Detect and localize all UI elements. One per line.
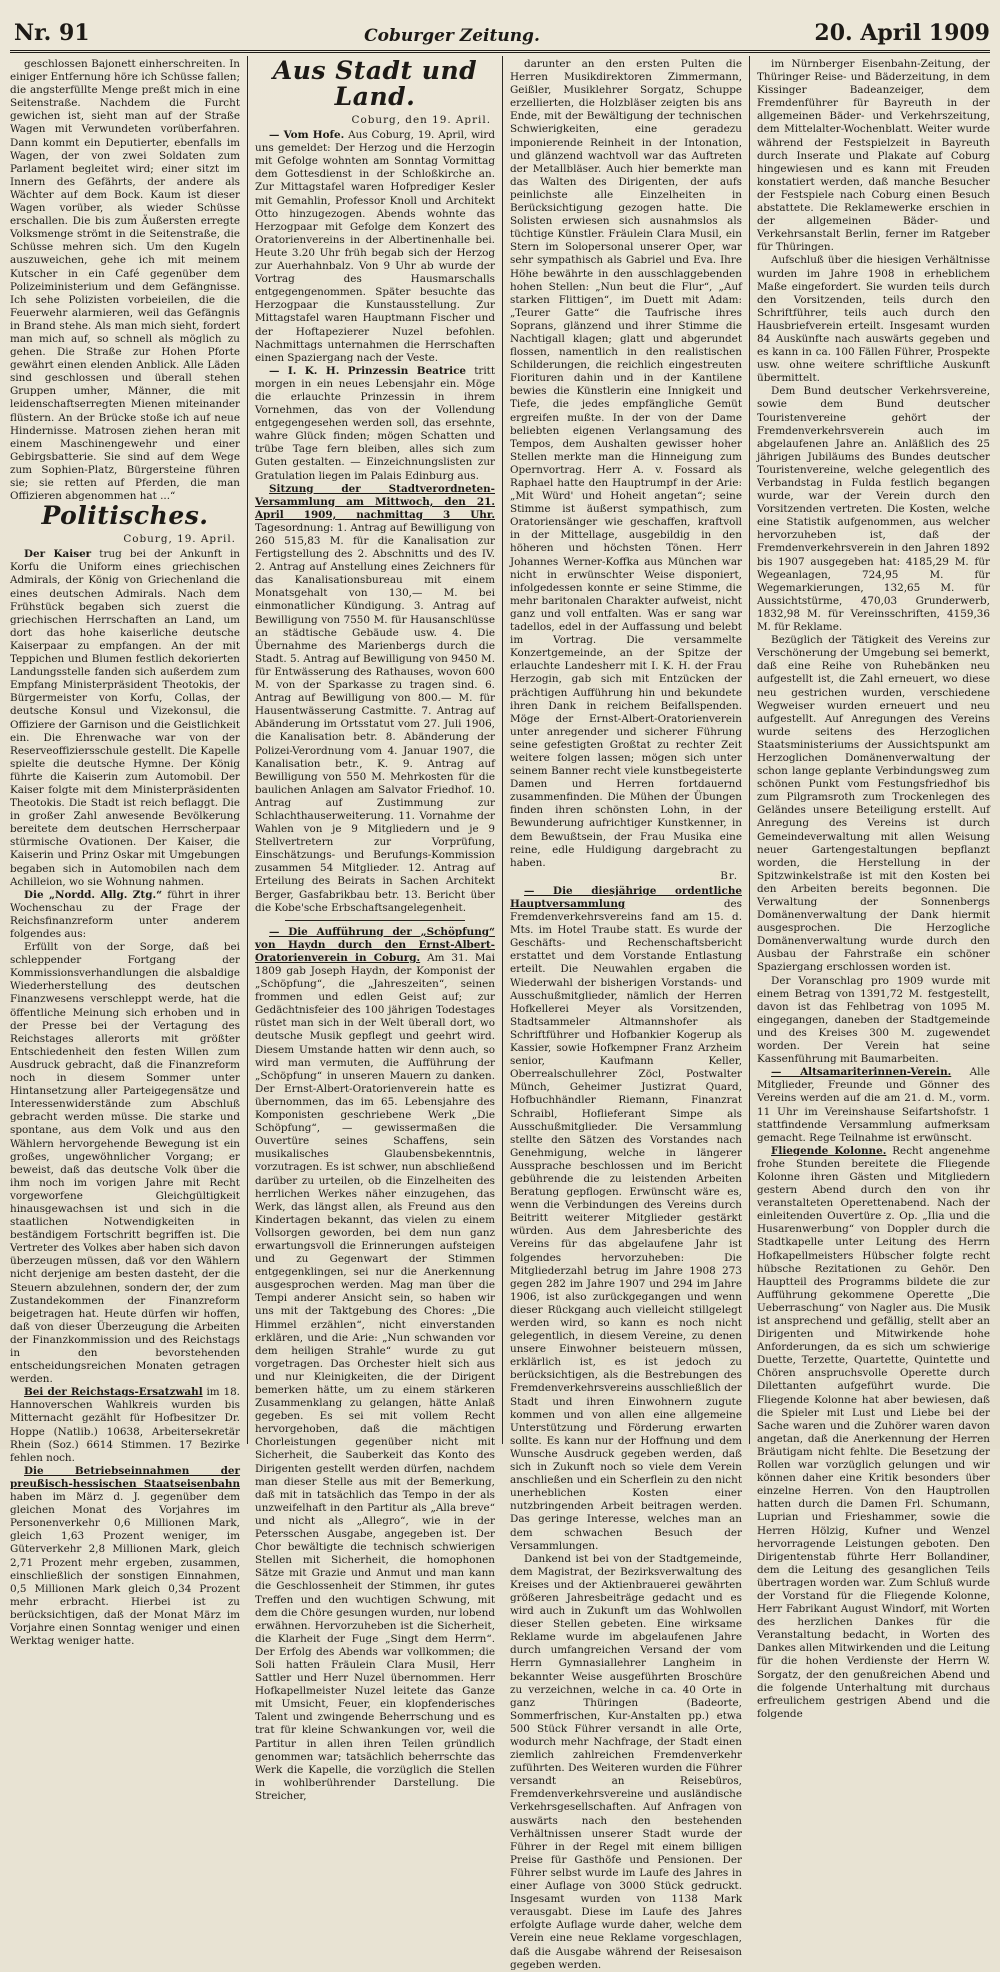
article-paragraph: darunter an den ersten Pulten die Herren Musikdirektoren Zimmermann, Geißler, Musiklehrer Sorgatz, Schuppe erzellierten, die Holzbläser zeigten bis ans Ende, mit der Bewältigung der technischen Schwierigkeiten, eine geradezu imponierende Reinheit in der Intonation, und glänzend wachtvoll war das Auftreten der Metallbläser. Auch hier bemerkte man das Walten des Dirigenten, der aufs peinlichste alle Einzelheiten in Berücksichtigung gezogen hatte. Die Solisten erwiesen sich ausnahmslos als tüchtige Künstler. Fräulein Clara Musil, ein Stern im Solopersonal unserer Oper, war sehr sympathisch als Gabriel und Eva. Ihre Höhe bewährte in den ausschlaggebenden hohen Stellen: „Nun beut die Flur“, „Auf starken Flittigen“, im Duett mit Adam: „Teurer Gatte“ die Taufrische ihres Soprans, glänzend und ihrer Stimme die Nachtigall klagen; glatt und abgerundet flossen, namentlich in den realistischen Schilderungen, die reichlich eingestreuten Fiorituren dahin und in der Kantilene bewies die Künstlerin eine Innigkeit und Tiefe, die jedes empfängliche Gemüt ergreifen mußte. In der von der Dame beliebten eigenen Verlangsamung des Tempos, dem Aushalten gewisser hoher Stellen merkte man die Hinneigung zum Opernvortrag. Herr A. v. Fossard als Raphael hatte den Hauptrumpf in der Arie: „Mit Würd' und Hoheit angetan“; seine Stimme ist äußerst sympathisch, zum Oratoriensänger wie geschaffen, kraftvoll in der Mittellage, ausgebildig in den höheren und höchsten Tönen. Herr Johannes Werner-Koffka aus München war nicht in erwünschter Weise disponiert, infolgedessen konnte er seine Stimme, die mehr baritonalen Charakter aufweist, nicht ganz und voll entfalten. Was er sang war tadellos, edel in der Auffassung und belebt im Vortrag. Die versammelte Konzertgemeinde, an der Spitze der erlauchte Landesherr mit I. K. H. der Frau Herzogin, gab sich mit Entzücken der prächtigen Aufführung hin und bekundete ihren Dank in reichem Beifallspenden. Möge der Ernst-Albert-Oratorienverein unter anregender und sicherer Führung seine gefestigten Großtat zu rechter Zeit weitere folgen lassen; mögen sich unter seinem Banner recht viele kunstbegeisterte Damen und Herren fortdauernd zusammenfinden. Die Mühen der Übungen finden ihren schönsten Lohn, in der Bewunderung aufrichtiger Kunstkenner, in dem Bewußtsein, der Frau Musika eine reine, edle Huldigung dargebracht zu haben.	[510, 58, 742, 869]
column-divider	[247, 56, 248, 1444]
article-paragraph: Aufschluß über die hiesigen Verhältnisse wurden im Jahre 1908 in erheblichem Maße eingefordert. Sie wurden teils durch den Vorsitzenden, teils durch den Schriftführer, teils auch durch den Hausbriefverein erteilt. Insgesamt wurden 84 Auskünfte nach auswärts gegeben und es kann in ca. 100 Fällen Führer, Prospekte usw. ohne weitere schriftliche Auskunft übermittelt.	[757, 254, 990, 385]
article-paragraph	[757, 1066, 990, 1145]
article-paragraph	[10, 548, 240, 888]
dateline: Coburg, den 19. April.	[351, 114, 491, 126]
column-divider	[749, 56, 750, 1444]
header-rule	[10, 50, 990, 53]
paragraph-text: des Fremdenverkehrsvereins fand am 15. d. Mts. im Hotel Traube statt. Es wurde der Geschäfts- und Rechenschaftsbericht erstattet und dem Vorstande Entlastung erteilt. Die Neuwahlen ergaben die Wiederwahl der bisherigen Vorstands- und Ausschußmitglieder, nämlich der Herren Hofkellerei Meyer als Vorsitzenden, Stadtsammeler Altmannshofer als Schriftführer und Hofbankier Kogerup als Kassier, sowie Hofkempner Franz Arzheim senior, Kaufmann Keller, Oberrealschullehrer Zöcl, Postwalter Münch, Geheimer Justizrat Quard, Hofbuchhändler Riemann, Finanzrat Schraibl, Hoflieferant Simpe als Ausschußmitglieder. Die Versammlung stellte den Sätzen des Vorstandes nach Genehmigung, welche in längerer Aussprache beschlossen und im Bericht gebührende die zu leistenden Arbeiten Beratung gepflogen. Erwünscht wäre es, wenn die Verbindungen des Vereins durch Beitritt weiterer Mitglieder gestärkt würden. Aus dem Jahresberichte des Vereins für das abgelaufene Jahr ist folgendes hervorzuheben: Die Mitgliederzahl betrug im Jahre 1908 273 gegen 282 im Jahre 1907 und 294 im Jahre 1906, ist also zurückgegangen und wenn dieser Rückgang auch vielleicht stillgelegt werden wird, so kann es noch nicht gelegentlich, in diesem Vereine, zu denen unsere Einwohner beisteuern müssen, erklärlich ist, es ist jedoch zu berücksichtigen, als die Bestrebungen des Fremdenverkehrsvereins ausschließlich der Stadt und ihren Einwohnern zugute kommen und von allen eine allgemeine Unterstützung und Förderung erwarten sollte. Es kann nur der Hoffnung und dem Wunsche Ausdruck gegeben werden, daß sich in Zukunft noch so viele dem Verein anschließen und ein Scherflein zu den nicht unerheblichen Kosten einer nutzbringenden Arbeit beitragen werden. Das geringe Interesse, welches man an dem schwachen Besuch der Versammlungen.	[510, 898, 742, 1552]
paragraph-text: trug bei der Ankunft in Korfu die Uniform eines griechischen Admirals, der König von Griechenland die eines deutschen Admirals. Nach dem Frühstück begaben sich zuerst die griechischen Herrschaften an Land, um dort das hohe kaiserliche deutsche Kaiserpaar zu empfangen. An der mit Teppichen und Blumen festlich dekorierten Landungsstelle fanden sich außerdem zum Empfang Ministerpräsident Theotokis, der Bürgermeister von Korfu, Collas, der deutsche Konsul und Vizekonsul, die Offiziere der Garnison und die Geistlichkeit ein. Die Ehrenwache war von der Reserveoffiziersschule gestellt. Die Kapelle spielte die deutsche Hymne. Der König führte die Kaiserin zum Automobil. Der Kaiser folgte mit dem Ministerpräsidenten Theotokis. Die Stadt ist reich beflaggt. Die in großer Zahl anwesende Bevölkerung bereitete dem deutschen Herrscherpaar stürmische Ovationen. Der Kaiser, die Kaiserin und Prinz Oskar mit Umgebungen begaben sich in Automobilen nach dem Achilleion, wo sie Wohnung nahmen.	[10, 548, 240, 888]
paragraph-text: Am 31. Mai 1809 gab Joseph Haydn, der Komponist der „Schöpfung“, die „Jahreszeiten“, seinen frommen und edlen Geist auf; zur Gedächtnisfeier des 100 jährigen Todestages rüstet man sich in der Welt überall dort, wo deutsche Musik gepflegt und geehrt wird. Diesem Umstande hatten wir denn auch, so wird man vermuten, die Aufführung der „Schöpfung“ in unseren Mauern zu danken. Der Ernst-Albert-Oratorienverein hatte es übernommen, das im 65. Lebensjahre des Komponisten geschriebene Werk „Die Schöpfung“, — gewissermaßen die Ouvertüre seines Schaffens, sein musikalisches Glaubensbekenntnis, vorzutragen. Es ist schwer, nun abschließend darüber zu urteilen, ob die Einzelheiten des herrlichen Werkes näher einzugehen, das Werk, das längst allen, als Freund aus den Kindertagen bekannt, das vielen zu einem Vollsorgen geworden, bei dem nun ganz erwartungsvoll die Erinnerungen aufsteigen und zu Gegenwart der Stimmen entgegenklingen, sei nur die Anerkennung ausgesprochen werden. Mag man über die Tempi anderer Ansicht sein, so haben wir uns mit der Taktgebung des Chores: „Die Himmel erzählen“, nicht einverstanden erklären, und die Arie: „Nun schwanden vor dem heiligen Strahle“ wurde zu gut vorgetragen. Das Orchester hielt sich aus und nur Kleinigkeiten, die der Dirigent bemerken hätte, um zu einem stärkeren Zusammenklang zu gelangen, hätte Anlaß gegeben. Es sei mit vollem Recht hervorgehoben, daß die mächtigen Chorleistungen gegenüber nicht mit Sicherheit, die Sauberkeit das Konto des Dirigenten gestellt werden dürfen, nachdem man dieser Stelle aus mit der Bemerkung, daß mit in tatsächlich das Tempo in der als unzweifelhaft in den Partitur als „Alla breve“ und nicht als „Allegro“, wie in der Petersschen Ausgabe, angegeben ist. Der Chor bewältigte die technisch schwierigen Stellen mit Sicherheit, die homophonen Sätze mit Grazie und Anmut und man kann die Geschlossenheit der Stimmen, ihr gutes Treffen und den wuchtigen Schwung, mit dem die Chöre gesungen wurden, nur lobend erwähnen. Hervorzuheben ist die Sicherheit, die Klarheit der Fuge „Singt dem Herrn“. Der Erfolg des Abends war vollkommen; die Soli hatten Fräulein Clara Musil, Herr Sattler und Herr Nuzel übernommen. Herr Hofkapellmeister Nuzel leitete das Ganze mit Umsicht, Feuer, ein klopfenderisches Talent und zwingende Beherrschung und es trat für kleine Schwankungen vor, weil die Partitur in allen ihren Teilen gründlich genommen war; tatsächlich beherrschte das Werk die Kapelle, die vorzüglich die Stellen in wohlberührender Darstellung. Die Streicher,	[255, 951, 495, 1802]
subheading: — Die Aufführung der „Schöpfung“ von Haydn durch den Ernst-Albert-Oratorienverein in Coburg.	[255, 925, 495, 964]
paragraph-text: im 18. Hannoverschen Wahlkreis wurden bis Mitternacht gezählt für Hofbesitzer Dr. Hoppe (Natlib.) 10638, Arbeitersekretär Rhein (Soz.) 6614 Stimmen. 17 Bezirke fehlen noch.	[10, 1386, 240, 1464]
article-paragraph	[10, 1386, 240, 1465]
article-paragraph	[10, 889, 240, 941]
column-divider	[502, 56, 503, 1444]
article-paragraph: Dem Bund deutscher Verkehrsvereine, sowie dem Bund deutscher Touristenvereine gehört der Fremdenverkehrsverein auch im abgelaufenen Jahre an. Anläßlich des 25 jährigen Jubiläums des Bundes deutscher Touristenvereine, welche gelegentlich des Verbandstag in Fulda festlich begangen wurde, war der Verein durch den Vorsitzenden vertreten. Die Kosten, welche eine Statistik aufgenommen, aus welcher hervorzuheben ist, daß der Fremdenverkehrsverein in den Jahren 1892 bis 1907 ausgegeben hat: 4185,29 M. für Wegeanlagen, 724,95 M. für Wegemarkierungen, 132,65 M. für Aussichtstürme, 470,03 Grunderwerb, 1832,98 M. für Vereinsschriften, 4159,36 M. für Reklame.	[757, 385, 990, 634]
column-3	[510, 58, 742, 1971]
paragraph-text: führt in ihrer Wochenschau zu der Frage der Reichsfinanzreform unter anderem folgendes aus:	[10, 888, 240, 940]
subheading: — Die diesjährige ordentliche Hauptversammlung	[510, 884, 742, 910]
paragraph-text: tritt morgen in ein neues Lebensjahr ein. Möge die erlauchte Prinzessin in ihrem Vornehmen, das von der Vollendung entgegengesehen werden soll, das ersehnte, wahre Glück finden; mögen Schatten und trübe Tage fern bleiben, alles sich zum Guten gestalten. — Einzeichnungslisten zur Gratulation liegen im Palais Edinburg aus.	[255, 364, 496, 482]
paragraph-text: Recht angenehme frohe Stunden bereitete die Fliegende Kolonne ihren Gästen und Mitgliedern gestern Abend durch den von ihr veranstalteten Operettenabend. Nach der einleitenden Ouvertüre z. Op. „Ilia und die Husarenwerbung“ von Doppler durch die Stadtkapelle unter Leitung des Herrn Hofkapellmeisters Hübscher folgte recht hübsche Rezitationen zu Gehör. Den Hauptteil des Programms bildete die zur Aufführung gekommene Operette „Die Ueberraschung“ von Nagler aus. Die Musik ist ansprechend und gefällig, stellt aber an Dirigenten und Mitwirkende hohe Anforderungen, da es sich um schwierige Duette, Terzette, Quartette, Quintette und Chören anspruchsvolle Operette durch Dilettanten aufgeführt wurde. Die Fliegende Kolonne hat aber bewiesen, daß die Spieler mit Lust und Liebe bei der Sache waren und die Zuhörer waren davon angetan, daß die Anerkennung der Herren Bräutigam nicht fehlte. Die Besetzung der Rollen war vorzüglich gelungen und wir können daher eine Kritik besonders über einzelne Herren. Von den Hauptrollen hatten durch die Damen Frl. Schumann, Luprian und Frieshammer, sowie die Herren Hölzig, Kufner und Wenzel hervorragende Leistungen geboten. Den Dirigentenstab führte Herr Bollandiner, dem die Leitung des gesanglichen Teils übertragen worden war. Zum Schluß wurde der Vorstand für die Fliegende Kolonne, Herr Fabrikant August Windorf, mit Worten des herzlichen Dankes für die Veranstaltung bedacht, in Worten des Dankes allen Mitwirkenden und die Leitung für die hohen Verdienste der Herrn W. Sorgatz, der den genußreichen Abend und die folgende Unterhaltung mit durchaus erfreulichem gestrigen Abend und die folgende	[757, 1144, 990, 1720]
article-paragraph	[510, 885, 742, 1553]
article-paragraph	[255, 926, 495, 1803]
article-paragraph	[255, 129, 495, 365]
article-paragraph: Bezüglich der Tätigkeit des Vereins zur Verschönerung der Umgebung sei bemerkt, daß eine Reihe von Ruhebänken neu aufgestellt ist, die Zahl erneuert, wo diese neu gestrichen wurden, verschiedene Wegweiser wurden erneuert und neu aufgestellt. Auf Anregungen des Vereins wurde seitens des Herzoglichen Staatsministeriums der Aussichtspunkt am Herzoglichen Domänenverwaltung der schon lange geplante Verbindungsweg zum schönen Punkt vom Festungsfriedhof bis zum Pilgramsroth zum Trockenlegen des Geländes unsere Beteiligung erstellt. Auf Anregung des Vereins ist durch Gemeindeverwaltung mit allen Weisung neuer Gartengestaltungen bepflanzt worden, die Herstellung in der Spitzwinkelstraße ist mit den Kosten bei den Arbeiten bereits begonnen. Die Verwaltung der Sonnenbergs Domänenverwaltung der Dank hiermit ausgesprochen. Die Herzogliche Domänenverwaltung wurde durch den Ausbau der Fahrstraße ein schöner Spaziergang erschlossen worden ist.	[757, 634, 990, 974]
article-paragraph	[255, 483, 495, 915]
lead-in: — I. K. H. Prinzessin Beatrice	[269, 364, 467, 377]
lead-in: — Vom Hofe.	[269, 129, 345, 142]
subheading: Fliegende Kolonne.	[771, 1144, 887, 1157]
newspaper-title: Coburger Zeitung.	[364, 26, 540, 46]
article-paragraph	[255, 365, 495, 483]
subheading: Die Betriebseinnahmen der preußisch-hessischen Staatseisenbahn	[10, 1464, 240, 1490]
paragraph-text: Aus Coburg, 19. April, wird uns gemeldet: Der Herzog und die Herzogin mit Gefolge wohnten am Sonntag Vormittag dem Gottesdienst in der Schloßkirche an. Zur Mittagstafel waren Hofprediger Kesler mit Gemahlin, Professor Knoll und Architekt Otto hinzugezogen. Abends wohnte das Herzogpaar mit Gefolge dem Konzert des Oratorienvereins in der Albertinenhalle bei. Heute 3.20 Uhr früh begab sich der Herzog zur Auerhahnbalz. Von 9 Uhr ab wurde der Vortrag des Hausmarschalls entgegengenommen. Später besuchte das Herzogpaar die Kunstausstellung. Zur Mittagstafel waren Hauptmann Fischer und der Hoftapezierer Nuzel befohlen. Nachmittags unternahmen die Herrschaften einen Spaziergang nach der Veste.	[255, 129, 495, 364]
column-1	[10, 58, 240, 1648]
lead-in: Der Kaiser	[24, 548, 92, 561]
subheading: — Altsamariterinnen-Verein.	[771, 1066, 952, 1079]
article-paragraph: geschlossen Bajonett einherschreiten. In einiger Entfernung höre ich Schüsse fallen; die angsterfüllte Menge preßt mich in eine Seitenstraße. Nachdem die Furcht gewichen ist, sieht man auf der Straße Wagen mit Verwundeten vorüberfahren. Dann kommt ein Deputierter, ebenfalls im Wagen, der von zwei Soldaten zum Parlament begleitet wird; einer sitzt im Innern des Gefährts, der andere als Wächter auf dem Bock. Kaum ist dieser Wagen vorüber, als wieder Schüsse erschallen. Die bis zum Äußersten erregte Volksmenge strömt in die Seitenstraße, die Schüsse mehren sich. Um den Kugeln auszuweichen, gehe ich mit meinem Kutscher in ein Café gegenüber dem Polizeiministerium und dem Gefängnisse. Ich sehe Polizisten vorbeieilen, die die Feuerwehr alarmieren, weil das Gefängnis in Brand stehe. Als man mich sieht, fordert man mich auf, so schnell als möglich zu gehen. Die Straße zur Hohen Pforte gewährt einen elenden Anblick. Alle Läden sind geschlossen und überall stehen Gruppen umher, Männer, die mit leidenschaftserregten Mienen miteinander flüstern. An der Brücke stoße ich auf neue Hindernisse. Matrosen ziehen heran mit einem Maschinengewehr und einer Gebirgsbatterie. Sie sind auf dem Wege zum Sophien-Platz, Bürgersteine führen sie; sie retten auf Pferden, die man Offizieren abgenommen hat ...“	[10, 58, 240, 503]
column-2	[255, 56, 496, 1802]
subheading: Sitzung der Stadtverordneten-Versammlung am Mittwoch, den 21. April 1909, nachmittag 3 Uhr.	[255, 482, 495, 521]
section-title-politics: Politisches.	[41, 501, 209, 531]
article-paragraph: Erfüllt von der Sorge, daß bei schleppender Fortgang der Kommissionsverhandlungen die alsbaldige Wiederherstellung des deutschen Finanzwesens verschleppt werde, hat die öffentliche Meinung sich erhoben und in der Presse bei der Vertagung des Reichstages allerorts mit größter Entschiedenheit den festen Willen zum Ausdruck gebracht, daß die Finanzreform noch in diesem Sommer unter Hintansetzung aller Parteigegensätze und Interessenwiderstände zum Abschluß gebracht werden müsse. Die starke und spontane, aus dem Volk und aus den Wählern hervorgehende Bewegung ist ein großes, ungewöhnlicher Vorgang; er beweist, daß das deutsche Volk über die ihm noch im vorigen Jahre mit Recht vorgeworfene Gleichgültigkeit hinausgewachsen ist und sich in die staatlichen Notwendigkeiten in beständigem Fortschritt begriffen ist. Die Vertreter des Volkes aber haben sich davon überzeugen müssen, daß vor den Wählern nicht derjenige am besten dasteht, der die Steuern abzulehnen, sondern der, der zum Zustandekommen der Finanzreform beigetragen hat. Heute dürfen wir hoffen, daß von dieser Überzeugung die Arbeiten der Finanzkommission und des Reichstags in den bevorstehenden entscheidungsreichen Monaten getragen werden.	[10, 941, 240, 1386]
article-paragraph	[757, 1145, 990, 1721]
issue-number: Nr. 91	[14, 20, 90, 46]
paragraph-text: Alle Mitglieder, Freunde und Gönner des Vereins werden auf die am 21. d. M., vorm. 11 Uhr im Vereinshause Seifartshofstr. 1 stattfindende Versammlung aufmerksam gemacht. Rege Teilnahme ist erwünscht.	[757, 1066, 990, 1144]
paragraph-text: Tagesordnung: 1. Antrag auf Bewilligung von 260 515,83 M. für die Kanalisation zur Fertigstellung des 2. Abschnitts und des IV. 2. Antrag auf Anstellung eines Zeichners für das Kanalisationsbureau mit einem Monatsgehalt von 130,— M. bei einmonatlicher Kündigung. 3. Antrag auf Bewilligung von 7550 M. für Hausanschlüsse an städtische Gebäude usw. 4. Die Übernahme des Marienbergs durch die Stadt. 5. Antrag auf Bewilligung von 9450 M. für Entwässerung des Rathauses, wovon 600 M. von der Sparkasse zu tragen sind. 6. Antrag auf Bewilligung von 800.— M. für Hausentwässerung Castmitte. 7. Antrag auf Abänderung im Ortsstatut vom 27. Juli 1906, die Kanalisation betr. 8. Abänderung der Polizei-Verordnung vom 4. Januar 1907, die Kanalisation betr., K. 9. Antrag auf Bewilligung von 550 M. Mehrkosten für die baulichen Anlagen am Salvator Friedhof. 10. Antrag auf Zustimmung zur Schlachthauserweiterung. 11. Vornahme der Wahlen von je 9 Mitgliedern und je 9 Stellvertretern zur Vorprüfung, Einschätzungs- und Berufungs-Kommission zusammen 54 Mitglieder. 12. Antrag auf Erteilung des Beirats in Sachen Architekt Berger, Gasfabrikbau betr. 13. Bericht über die Kobe'sche Erbschaftsangelegenheit.	[255, 521, 495, 914]
article-paragraph: Dankend ist bei von der Stadtgemeinde, dem Magistrat, der Bezirksverwaltung des Kreises und der Aktienbrauerei gewährten größeren Jahresbeiträge gedacht und es wird auch in Zukunft um das Wohlwollen dieser Stellen gebeten. Eine wirksame Reklame wurde im abgelaufenen Jahre durch umfangreichen Versand der vom Herrn Gymnasiallehrer Langheim in bekannter Weise ausgeführten Broschüre zu verzeichnen, welche in ca. 40 Orte in ganz Thüringen (Badeorte, Sommerfrischen, Kur-Anstalten pp.) etwa 500 Stück Führer versandt in alle Orte, wodurch mehr Nachfrage, der Stadt einen ziemlich zahlreichen Fremdenverkehr zuführten. Des Weiteren wurden die Führer versandt an Reisebüros, Fremdenverkehrsvereine und ausländische Verkehrsgesellschaften. Auf Anfragen von auswärts nach den bestehenden Verhältnissen unserer Stadt wurde der Führer in der Regel mit einem billigen Preise für Gasthöfe und Pensionen. Der Führer selbst wurde im Laufe des Jahres in einer Auflage von 3000 Stück gedruckt. Insgesamt wurden von 1138 Mark verausgabt. Diese im Laufe des Jahres erfolgte Auflage wurde daher, welche dem Verein eine neue Reklame vorgeschlagen, daß die Ausgabe während der Reisesaison gegeben werden.	[510, 1552, 742, 1971]
dateline: Coburg, 19. April.	[123, 533, 236, 546]
author-signature: Br.	[720, 869, 738, 882]
issue-date: 20. April 1909	[814, 20, 990, 46]
section-title-local: Aus Stadt und Land.	[272, 56, 478, 111]
paragraph-text: haben im März d. J. gegenüber dem gleichen Monat des Vorjahres im Personenverkehr 0,6 Millionen Mark, gleich 1,63 Prozent weniger, im Güterverkehr 2,8 Millionen Mark, gleich 2,71 Prozent mehr ergeben, zusammen, einschließlich der sonstigen Einnahmen, 0,5 Millionen Mark gleich 0,34 Prozent mehr erbracht. Hierbei ist zu berücksichtigen, daß der Monat März im Vorjahre einen Sonntag weniger und einen Werktag weniger hatte.	[10, 1491, 240, 1648]
separator	[285, 920, 465, 921]
lead-in: Die „Nordd. Allg. Ztg.“	[24, 888, 163, 901]
article-paragraph: Der Voranschlag pro 1909 wurde mit einem Betrag von 1391,72 M. festgestellt, davon ist das Fehlbetrag von 1095 M. eingegangen, daneben der Stadtgemeinde und des Kreises 300 M. zugewendet worden. Der Verein hat seine Kassenführung mit Baumarbeiten.	[757, 974, 990, 1066]
article-paragraph	[10, 1465, 240, 1648]
article-paragraph: im Nürnberger Eisenbahn-Zeitung, der Thüringer Reise- und Bäderzeitung, in dem Kissinger Badeanzeiger, dem Fremdenführer für Bayreuth in der allgemeinen Bäder- und Verkehrszeitung, dem Mittelalter-Wochenblatt. Weiter wurde während der Festspielzeit in Bayreuth durch Inserate und Plakate auf Coburg hingewiesen und es kann mit Freuden konstatiert werden, daß manche Besucher der Festspiele nach Coburg einen Besuch abstattete. Die Reklamewerke erschien in der allgemeinen Bäder- und Verkehrsanstalt Berlin, ferner im Ratgeber für Thüringen.	[757, 58, 990, 254]
subheading: Bei der Reichstags-Ersatzwahl	[24, 1386, 203, 1399]
page-header	[14, 18, 990, 46]
column-4	[757, 58, 990, 1720]
